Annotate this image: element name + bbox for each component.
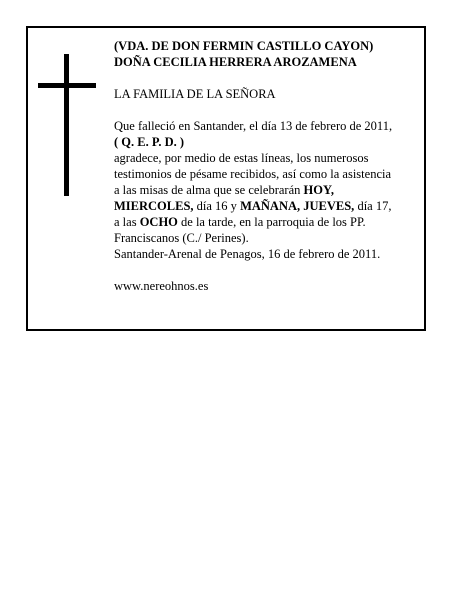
spacer bbox=[114, 102, 420, 118]
body-line: Franciscanos (C./ Perines). bbox=[114, 231, 249, 245]
deceased-name: DOÑA CECILIA HERRERA AROZAMENA bbox=[114, 55, 357, 69]
cross-vertical-bar bbox=[64, 54, 69, 196]
emphasis-text: MAÑANA, JUEVES, bbox=[240, 199, 355, 213]
body-line bbox=[114, 198, 420, 214]
emphasis-text: OCHO bbox=[139, 215, 178, 229]
family-line: LA FAMILIA DE LA SEÑORA bbox=[114, 87, 276, 101]
body-line bbox=[114, 214, 420, 230]
death-date-line: Que falleció en Santander, el día 13 de febrero de 2011, bbox=[114, 119, 393, 133]
spacer bbox=[114, 70, 420, 86]
body-text: día 17, bbox=[354, 199, 392, 213]
body-text: de la tarde, en la parroquia de los PP. bbox=[177, 215, 366, 229]
emphasis-text: HOY, bbox=[303, 183, 334, 197]
website-line: www.nereohnos.es bbox=[114, 279, 209, 293]
body-text: a las misas de alma que se celebrarán bbox=[114, 183, 304, 197]
qepd-line: ( Q. E. P. D. ) bbox=[114, 135, 185, 149]
place-date-line: Santander-Arenal de Penagos, 16 de febrero de 2011. bbox=[114, 247, 381, 261]
body-line: testimonios de pésame recibidos, así como la asistencia bbox=[114, 167, 392, 181]
body-line bbox=[114, 182, 420, 198]
body-text: día 16 y bbox=[193, 199, 241, 213]
emphasis-text: MIERCOLES, bbox=[114, 199, 194, 213]
deceased-husband-line: (VDA. DE DON FERMIN CASTILLO CAYON) bbox=[114, 39, 374, 53]
body-text: a las bbox=[114, 215, 140, 229]
latin-cross-icon bbox=[38, 54, 96, 196]
body-line: agradece, por medio de estas líneas, los numerosos bbox=[114, 151, 369, 165]
cross-horizontal-bar bbox=[38, 83, 96, 88]
spacer bbox=[114, 262, 420, 278]
obituary-text bbox=[114, 38, 420, 294]
